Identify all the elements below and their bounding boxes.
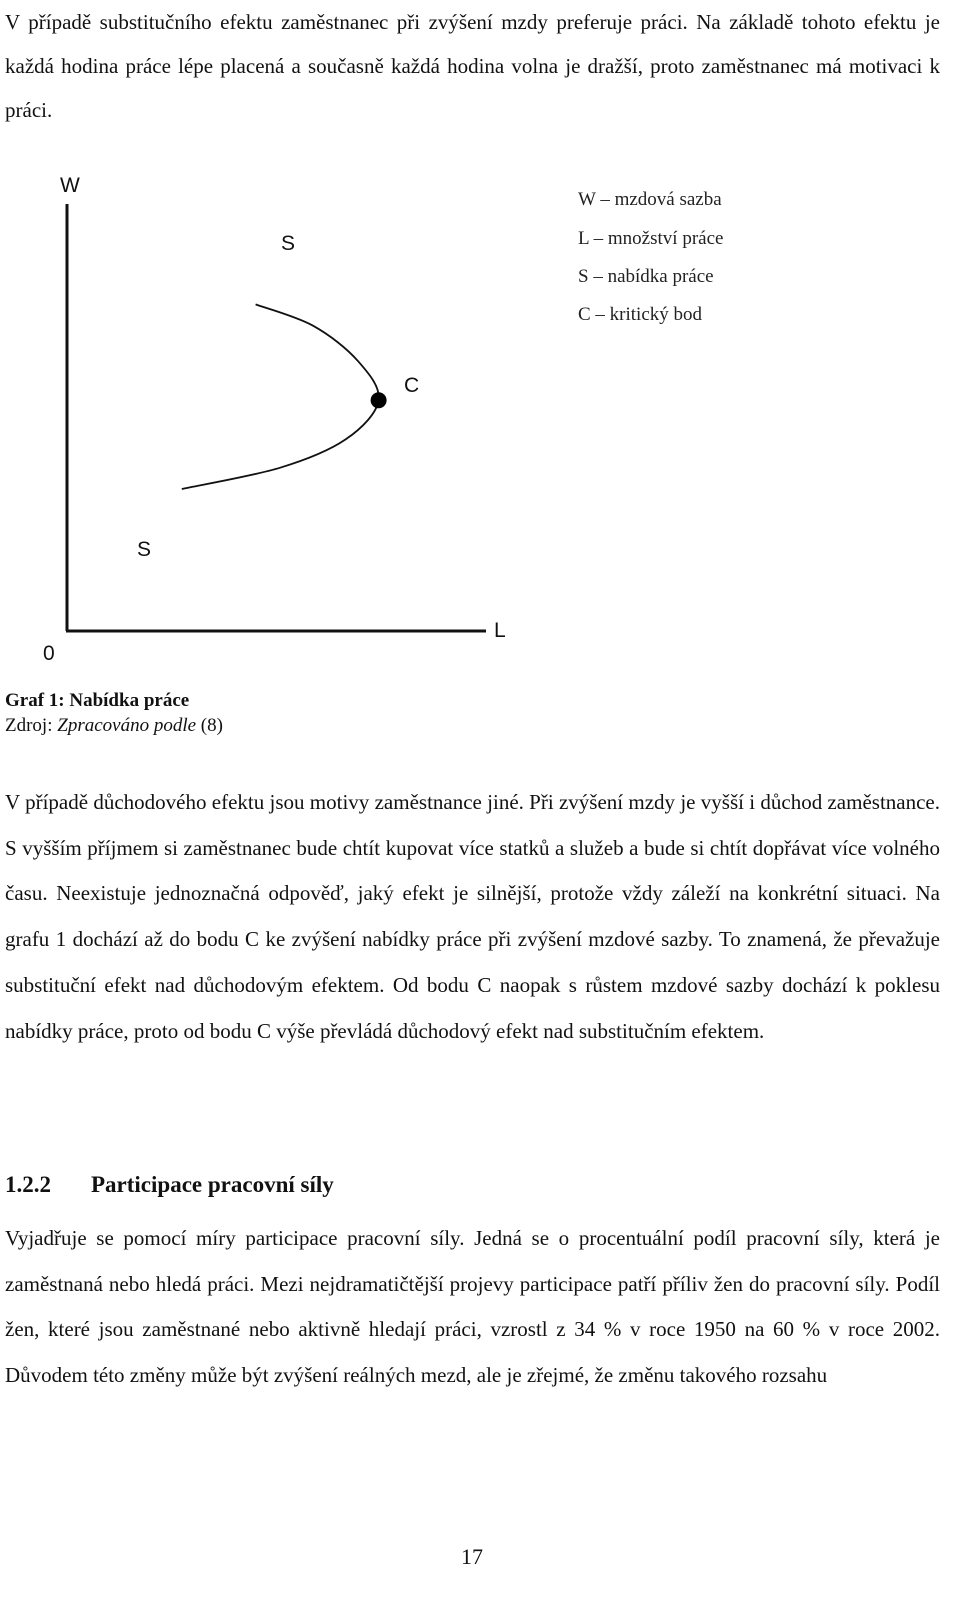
y-axis-label: W xyxy=(60,174,80,197)
critical-point-c xyxy=(371,392,387,408)
x-axis-label: L xyxy=(494,619,506,642)
paragraph-participation: Vyjadřuje se pomocí míry participace pracovní síly. Jedná se o procentuální podíl pracovní síly, která je zaměstnaná nebo hledá práci. Mezi nejdramatičtější projevy participace patří příliv žen do pracovní síly. Podíl žen, které jsou zaměstnané nebo aktivně hledají práci, vzrostl z 34 % v roce 1950 na 60 % v roce 2002. Důvodem této změny může být zvýšení reálných mezd, ale je zřejmé, že změnu takového rozsahu xyxy=(5,1226,940,1388)
page-number: 17 xyxy=(461,1544,483,1569)
source-italic: Zpracováno podle xyxy=(57,715,197,736)
curve-label-bottom: S xyxy=(137,538,152,561)
figure-caption-title: Graf 1: Nabídka práce xyxy=(5,690,190,711)
source-prefix: Zdroj: xyxy=(5,715,58,736)
curve-label-top: S xyxy=(281,232,296,255)
source-reference: (8) xyxy=(196,715,223,736)
figure-caption-source xyxy=(5,715,223,737)
legend-item-l: L – množství práce xyxy=(578,228,724,249)
critical-point-label: C xyxy=(404,374,420,397)
section-heading xyxy=(5,1172,334,1198)
legend-item-s: S – nabídka práce xyxy=(578,266,714,287)
labor-supply-chart xyxy=(0,160,960,670)
legend-item-w: W – mzdová sazba xyxy=(578,189,722,210)
paragraph-income-effect: V případě důchodového efektu jsou motivy zaměstnance jiné. Při zvýšení mzdy je vyšší i důchod zaměstnance. S vyšším příjmem si zaměstnanec bude chtít kupovat více statků a služeb a bude si chtít dopřávat více volného času. Neexistuje jednoznačná odpověď, jaký efekt je silnější, protože vždy záleží na konkrétní situaci. Na grafu 1 dochází až do bodu C ke zvýšení nabídky práce při zvýšení mzdové sazby. To znamená, že převažuje substituční efekt nad důchodovým efektem. Od bodu C naopak s růstem mzdové sazby dochází k poklesu nabídky práce, proto od bodu C výše převládá důchodový efekt nad substitučním efektem. xyxy=(5,790,940,1043)
section-title: Participace pracovní síly xyxy=(91,1172,334,1197)
legend-item-c: C – kritický bod xyxy=(578,304,703,325)
chart-legend xyxy=(578,189,723,325)
supply-curve-s xyxy=(182,304,379,489)
origin-label: 0 xyxy=(43,642,55,665)
section-number: 1.2.2 xyxy=(5,1172,51,1197)
paragraph-substitution-effect: V případě substitučního efektu zaměstnanec při zvýšení mzdy preferuje práci. Na základě tohoto efektu je každá hodina práce lépe placená a současně každá hodina volna je dražší, proto zaměstnanec má motivaci k práci. xyxy=(5,10,940,122)
